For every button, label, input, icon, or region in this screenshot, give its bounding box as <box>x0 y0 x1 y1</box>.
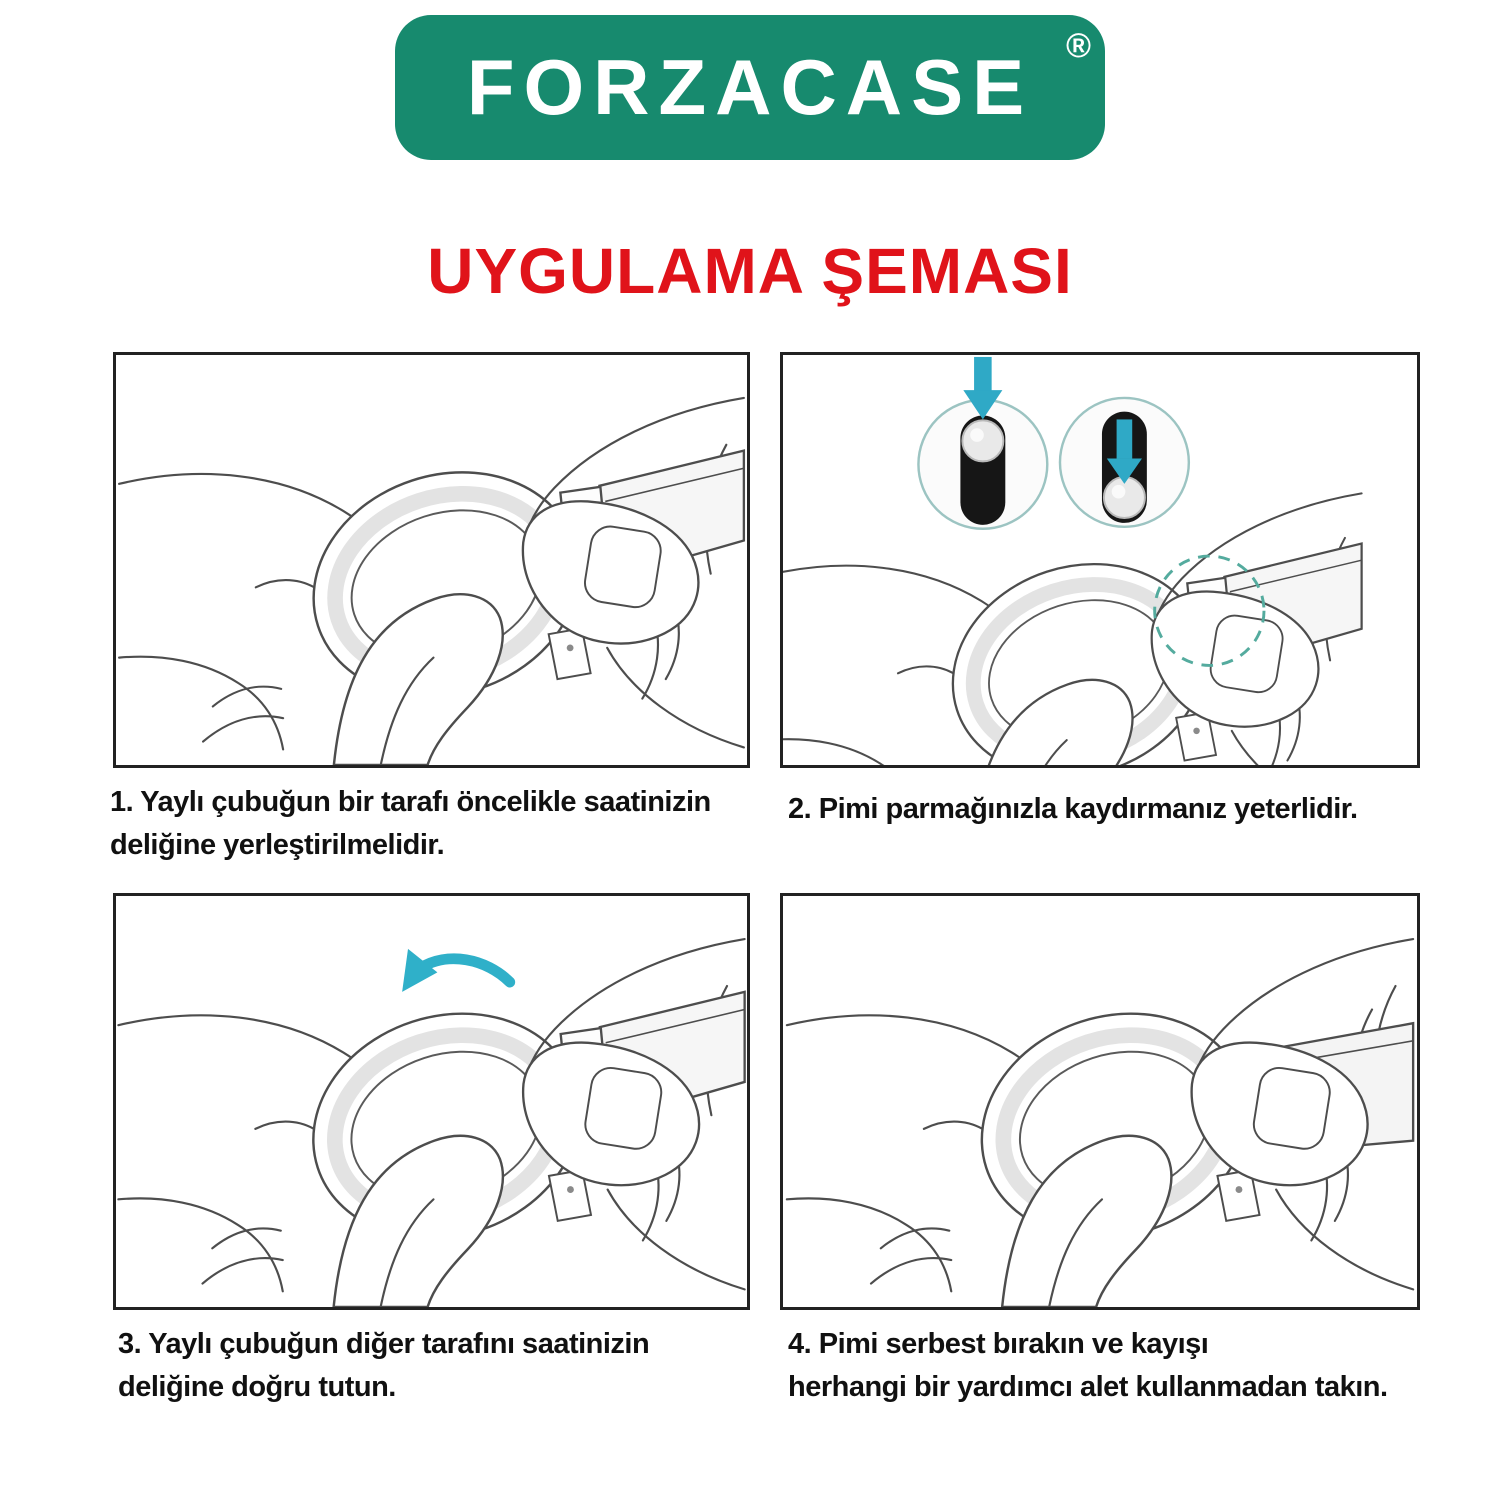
step-4-caption <box>788 1323 1388 1409</box>
step-3-caption <box>118 1323 649 1409</box>
caption-line: herhangi bir yardımcı alet kullanmadan takın. <box>788 1371 1388 1403</box>
caption-line: 2. Pimi parmağınızla kaydırmanız yeterlidir. <box>788 793 1358 825</box>
step-3-illustration <box>116 896 747 1307</box>
caption-line: 3. Yaylı çubuğun diğer tarafını saatinizin <box>118 1328 650 1360</box>
forzacase-logo <box>395 15 1105 160</box>
step-2-illustration <box>783 355 1417 765</box>
page-title: UYGULAMA ŞEMASI <box>427 235 1073 307</box>
caption-line: deliğine yerleştirilmelidir. <box>110 829 445 861</box>
logo-wordmark: FORZACASE <box>466 43 1034 131</box>
step-2-panel <box>780 352 1420 768</box>
pin-slider-after-icon <box>1060 398 1189 527</box>
step-3-panel <box>113 893 750 1310</box>
curved-arrow-icon <box>402 949 510 992</box>
caption-line: 4. Pimi serbest bırakın ve kayışı <box>788 1328 1209 1360</box>
step-1-caption <box>110 781 711 867</box>
pin-slider-before-icon <box>918 357 1047 529</box>
caption-line: deliğine doğru tutun. <box>118 1371 396 1403</box>
step-4-panel <box>780 893 1420 1310</box>
step-2-caption <box>788 788 1358 831</box>
step-4-illustration <box>783 896 1417 1307</box>
registered-trademark-icon: ® <box>1065 27 1091 65</box>
hands-group <box>783 493 1362 765</box>
step-1-illustration <box>116 355 747 765</box>
caption-line: 1. Yaylı çubuğun bir tarafı öncelikle saatinizin <box>110 786 711 818</box>
step-1-panel <box>113 352 750 768</box>
